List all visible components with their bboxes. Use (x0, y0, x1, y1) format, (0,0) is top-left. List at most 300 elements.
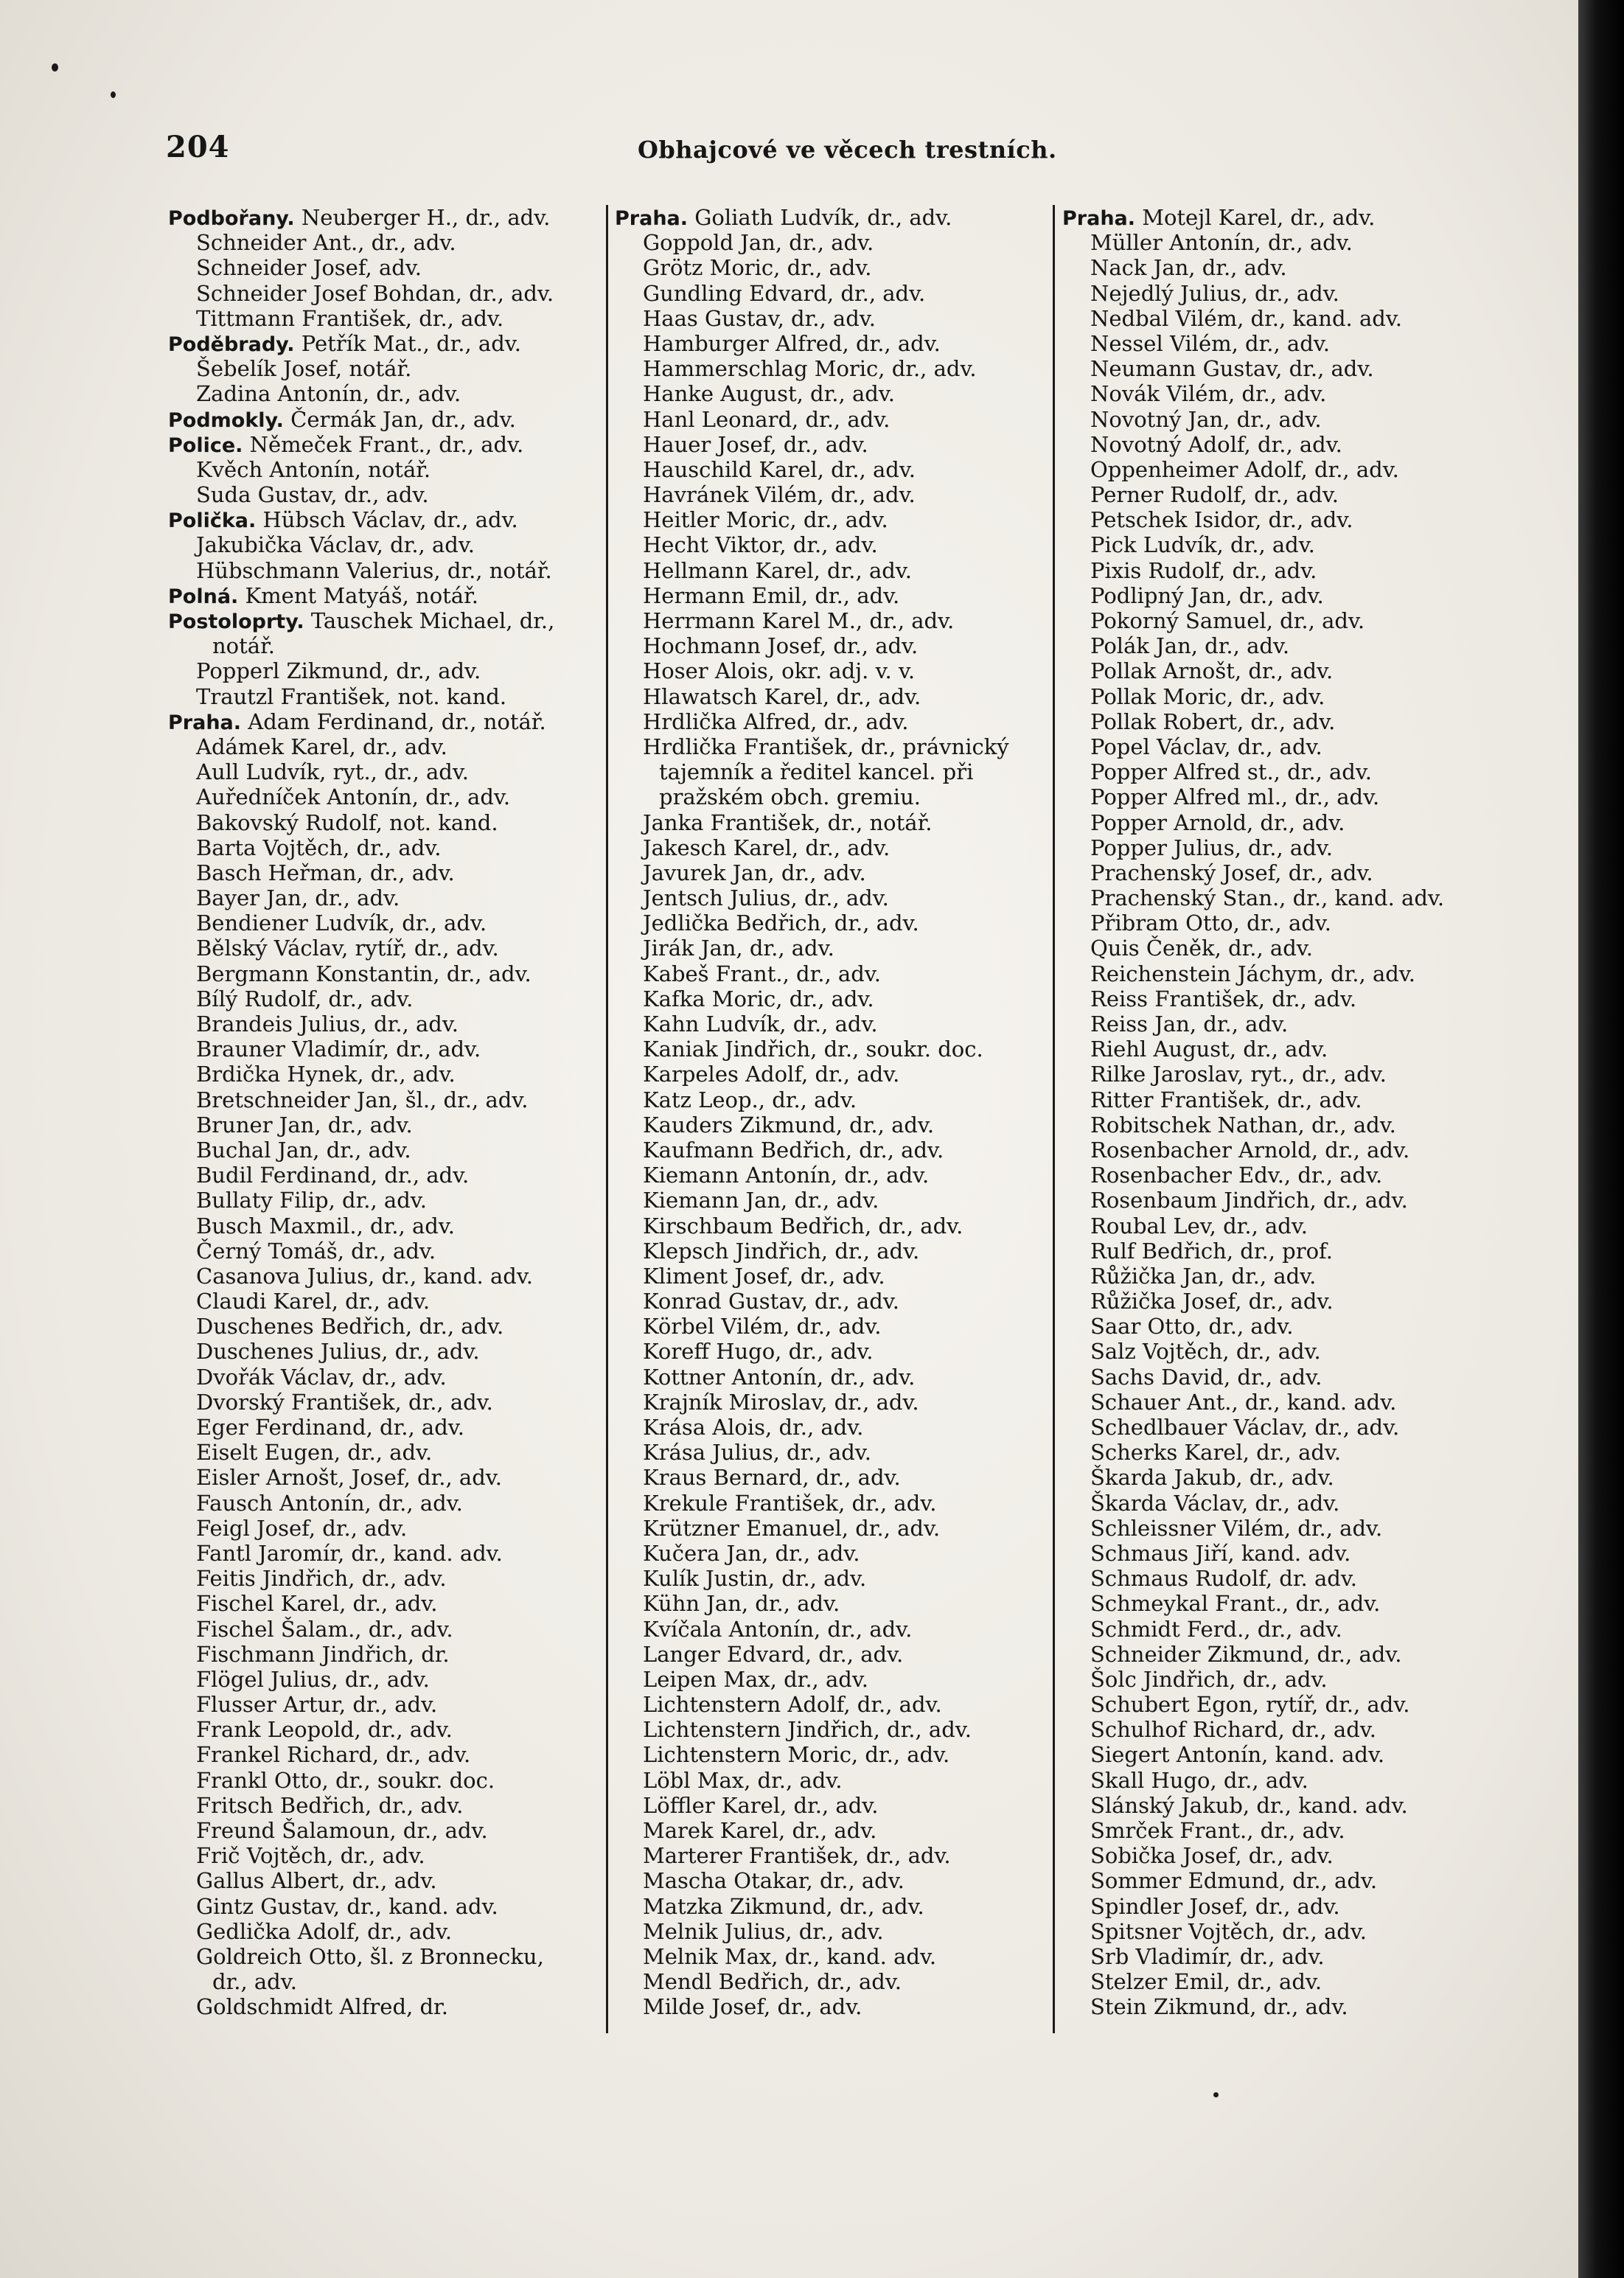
entry-text: Auředníček Antonín, dr., adv. (196, 784, 511, 810)
directory-entry (615, 1213, 1057, 1239)
directory-entry (615, 1062, 1057, 1087)
page-header (166, 130, 1057, 174)
entry-text: Přibram Otto, dr., adv. (1090, 910, 1331, 936)
entry-text: Pollak Moric, dr., adv. (1090, 683, 1325, 709)
entry-text: Melnik Julius, dr., adv. (643, 1918, 884, 1944)
directory-entry (1062, 558, 1505, 583)
entry-text: Quis Čeněk, dr., adv. (1090, 936, 1313, 961)
directory-entry (1062, 910, 1505, 936)
entry-text: Kabeš Frant., dr., adv. (643, 961, 881, 986)
directory-entry (1062, 860, 1505, 885)
directory-entry (1062, 936, 1505, 961)
directory-entry (168, 986, 603, 1011)
entry-text: Barta Vojtěch, dr., adv. (196, 835, 442, 860)
directory-entry (168, 1919, 603, 1944)
entry-text: Buchal Jan, dr., adv. (196, 1137, 411, 1163)
directory-entry (1062, 810, 1505, 835)
directory-entry (168, 784, 603, 809)
directory-entry (1062, 1062, 1505, 1087)
entry-text: Salz Vojtěch, dr., adv. (1090, 1339, 1321, 1365)
entry-text: Eger Ferdinand, dr., adv. (196, 1415, 464, 1440)
entry-text: Lichtenstern Moric, dr., adv. (643, 1742, 950, 1768)
directory-entry (1062, 1768, 1505, 1793)
entry-text: Nack Jan, dr., adv. (1090, 255, 1287, 281)
entry-text: dr., adv. (212, 1969, 297, 1995)
entry-text: Rulf Bedřich, dr., prof. (1090, 1238, 1333, 1264)
entry-text: Matzka Zikmund, dr., adv. (643, 1893, 924, 1919)
entry-text: Sobička Josef, dr., adv. (1090, 1843, 1334, 1869)
entry-text: Nessel Vilém, dr., adv. (1090, 330, 1330, 356)
entry-text: Saar Otto, dr., adv. (1090, 1314, 1294, 1340)
entry-text: Schneider Josef Bohdan, dr., adv. (196, 280, 554, 306)
entry-text: Kvěch Antonín, notář. (196, 456, 431, 482)
place-heading: Police. (168, 433, 243, 457)
directory-entry (1062, 281, 1505, 306)
entry-text: Goliath Ludvík, dr., adv. (694, 205, 952, 230)
directory-entry (615, 532, 1057, 557)
entry-text: Kafka Moric, dr., adv. (643, 986, 874, 1011)
directory-entry (1062, 1289, 1505, 1314)
directory-entry (1062, 1692, 1505, 1717)
directory-entry (168, 759, 603, 784)
entry-text: Schauer Ant., dr., kand. adv. (1090, 1389, 1397, 1415)
entry-text: Fausch Antonín, dr., adv. (196, 1490, 463, 1516)
entry-text: Spitsner Vojtěch, dr., adv. (1090, 1918, 1367, 1944)
entry-text: Jedlička Bedřich, dr., adv. (643, 910, 919, 936)
entry-text: Hübschmann Valerius, dr., notář. (196, 557, 552, 583)
directory-entry (1062, 1112, 1505, 1138)
entry-text: Reiss Jan, dr., adv. (1090, 1011, 1289, 1037)
entry-text: Jentsch Julius, dr., adv. (643, 885, 889, 911)
entry-continuation (168, 633, 603, 658)
entry-text: Milde Josef, dr., adv. (643, 1994, 862, 2020)
directory-entry (615, 1692, 1057, 1717)
entry-text: Hanke August, dr., adv. (643, 381, 895, 407)
entry-text: Schmaus Jiří, kand. adv. (1090, 1540, 1351, 1566)
entry-text: Schneider Josef, adv. (196, 255, 422, 281)
directory-entry (1062, 432, 1505, 457)
entry-text: Čermák Jan, dr., adv. (290, 406, 516, 432)
entry-text: Motejl Karel, dr., adv. (1142, 205, 1376, 230)
entry-text: Pixis Rudolf, dr., adv. (1090, 557, 1317, 583)
directory-entry (168, 1894, 603, 1919)
directory-entry (168, 1239, 603, 1264)
directory-entry (615, 381, 1057, 406)
entry-text: Rosenbacher Arnold, dr., adv. (1090, 1137, 1410, 1163)
entry-text: Löffler Karel, dr., adv. (643, 1792, 879, 1818)
directory-entry (1062, 784, 1505, 809)
directory-entry (1062, 1717, 1505, 1742)
entry-text: Siegert Antonín, kand. adv. (1090, 1742, 1385, 1768)
entry-text: Karpeles Adolf, dr., adv. (643, 1062, 900, 1087)
entry-text: Bělský Václav, rytíř, dr., adv. (196, 936, 499, 961)
entry-text: Fischmann Jindřich, dr. (196, 1641, 450, 1667)
directory-entry (615, 986, 1057, 1011)
entry-text: Duschenes Julius, dr., adv. (196, 1339, 480, 1365)
directory-entry (168, 1087, 603, 1112)
directory-entry (168, 936, 603, 961)
entry-text: Tauschek Michael, dr., (310, 608, 555, 633)
directory-entry (1062, 1011, 1505, 1037)
entry-text: Roubal Lev, dr., adv. (1090, 1213, 1308, 1239)
entry-text: Krekule František, dr., adv. (643, 1490, 937, 1516)
directory-entry (168, 1314, 603, 1339)
directory-entry (615, 1667, 1057, 1692)
place-heading: Poděbrady. (168, 332, 295, 356)
entry-text: Scherks Karel, dr., adv. (1090, 1440, 1342, 1466)
directory-entry (1062, 1087, 1505, 1112)
entry-text: Popper Julius, dr., adv. (1090, 835, 1333, 860)
directory-entry (168, 1011, 603, 1037)
entry-text: Pollak Robert, dr., adv. (1090, 708, 1336, 734)
directory-entry (168, 558, 603, 583)
directory-entry (1062, 1818, 1505, 1843)
directory-entry (1062, 709, 1505, 734)
directory-entry (168, 507, 603, 532)
directory-entry (615, 1440, 1057, 1465)
entry-text: Bretschneider Jan, šl., dr., adv. (196, 1087, 529, 1112)
entry-text: Kauders Zikmund, dr., adv. (643, 1112, 935, 1138)
entry-text: Gintz Gustav, dr., kand. adv. (196, 1893, 498, 1919)
entry-text: Pokorný Samuel, dr., adv. (1090, 608, 1365, 633)
place-heading: Praha. (168, 711, 242, 734)
directory-entry (1062, 1919, 1505, 1944)
directory-entry (168, 583, 603, 608)
entry-text: Körbel Vilém, dr., adv. (643, 1314, 882, 1340)
directory-entry (1062, 1188, 1505, 1213)
directory-entry (615, 1742, 1057, 1767)
entry-text: Růžička Josef, dr., adv. (1090, 1289, 1334, 1314)
entry-text: Rosenbaum Jindřich, dr., adv. (1090, 1188, 1408, 1213)
directory-entry (1062, 331, 1505, 356)
directory-entry (168, 457, 603, 482)
entry-text: tajemník a ředitel kancel. při (659, 759, 974, 785)
directory-entry (615, 860, 1057, 885)
entry-text: Brdička Hynek, dr., adv. (196, 1062, 456, 1087)
directory-entry (168, 860, 603, 885)
directory-entry (615, 1818, 1057, 1843)
directory-entry (615, 1087, 1057, 1112)
directory-entry (615, 281, 1057, 306)
entry-text: Riehl August, dr., adv. (1090, 1037, 1328, 1062)
directory-entry (1062, 255, 1505, 280)
directory-entry (1062, 1793, 1505, 1818)
entry-text: Pollak Arnošt, dr., adv. (1090, 658, 1334, 684)
entry-text: Frankl Otto, dr., soukr. doc. (196, 1767, 495, 1793)
directory-entry (615, 885, 1057, 910)
entry-text: Černý Tomáš, dr., adv. (196, 1238, 436, 1264)
entry-text: Kvíčala Antonín, dr., adv. (643, 1616, 913, 1642)
entry-text: Reichenstein Jáchym, dr., adv. (1090, 961, 1415, 986)
entry-text: Suda Gustav, dr., adv. (196, 482, 429, 508)
directory-entry (615, 205, 1057, 230)
directory-entry (615, 684, 1057, 709)
entry-text: Bergmann Konstantin, dr., adv. (196, 961, 532, 986)
entry-text: Rosenbacher Edv., dr., adv. (1090, 1163, 1383, 1188)
directory-entry (615, 255, 1057, 280)
entry-text: Flögel Julius, dr., adv. (196, 1666, 430, 1692)
entry-text: Gundling Edvard, dr., adv. (643, 280, 926, 306)
directory-entry (1062, 457, 1505, 482)
directory-entry (615, 331, 1057, 356)
directory-entry (615, 1037, 1057, 1062)
directory-entry (1062, 1617, 1505, 1642)
entry-text: Slánský Jakub, dr., kand. adv. (1090, 1792, 1408, 1818)
directory-entry (615, 633, 1057, 658)
ink-speck (52, 63, 58, 72)
directory-entry (168, 381, 603, 406)
place-heading: Praha. (1062, 207, 1136, 230)
entry-text: Trautzl František, not. kand. (196, 683, 507, 709)
entry-text: Dvořák Václav, dr., adv. (196, 1364, 447, 1390)
entry-text: Javurek Jan, dr., adv. (643, 860, 866, 885)
entry-text: Hübsch Václav, dr., adv. (262, 507, 518, 533)
directory-entry (168, 1617, 603, 1642)
entry-text: Adámek Karel, dr., adv. (196, 734, 447, 759)
entry-text: Brandeis Julius, dr., adv. (196, 1011, 459, 1037)
directory-entry (615, 1011, 1057, 1037)
directory-entry (615, 1566, 1057, 1591)
entry-text: Casanova Julius, dr., kand. adv. (196, 1263, 533, 1289)
entry-text: Němeček Frant., dr., adv. (249, 431, 524, 457)
entry-text: Fantl Jaromír, dr., kand. adv. (196, 1540, 503, 1566)
entry-text: Hauschild Karel, dr., adv. (643, 456, 916, 482)
entry-text: Krása Julius, dr., adv. (643, 1440, 871, 1466)
entry-text: Konrad Gustav, dr., adv. (643, 1289, 899, 1314)
directory-entry (168, 734, 603, 759)
entry-text: Lichtenstern Jindřich, dr., adv. (643, 1717, 972, 1743)
directory-entry (168, 281, 603, 306)
directory-entry (615, 407, 1057, 432)
directory-entry (168, 255, 603, 280)
entry-text: Hanl Leonard, dr., adv. (643, 406, 891, 432)
directory-entry (1062, 1994, 1505, 2019)
directory-entry (615, 1239, 1057, 1264)
directory-entry (615, 1163, 1057, 1188)
entry-text: Eisler Arnošt, Josef, dr., adv. (196, 1465, 502, 1491)
entry-text: Hamburger Alfred, dr., adv. (643, 330, 941, 356)
directory-entry (1062, 1491, 1505, 1516)
place-heading: Podbořany. (168, 207, 295, 230)
entry-text: Bendiener Ludvík, dr., adv. (196, 910, 487, 936)
directory-entry (615, 1868, 1057, 1893)
directory-entry (1062, 1541, 1505, 1566)
directory-entry (615, 1465, 1057, 1490)
entry-text: Bruner Jan, dr., adv. (196, 1112, 413, 1138)
directory-entry (1062, 407, 1505, 432)
directory-entry (1062, 356, 1505, 381)
entry-text: Kühn Jan, dr., adv. (643, 1591, 840, 1617)
directory-entry (615, 1541, 1057, 1566)
place-heading: Podmokly. (168, 408, 284, 432)
entry-text: Prachenský Stan., dr., kand. adv. (1090, 885, 1445, 911)
entry-text: Gallus Albert, dr., adv. (196, 1868, 437, 1894)
entry-text: Schneider Zikmund, dr., adv. (1090, 1641, 1402, 1667)
entry-text: Budil Ferdinand, dr., adv. (196, 1163, 470, 1188)
entry-text: Bullaty Filip, dr., adv. (196, 1188, 427, 1213)
entry-text: Fritsch Bedřich, dr., adv. (196, 1792, 464, 1818)
directory-entry (615, 1768, 1057, 1793)
entry-text: Hoser Alois, okr. adj. v. v. (643, 658, 916, 684)
directory-entry (168, 1440, 603, 1465)
directory-entry (1062, 583, 1505, 608)
entry-text: Katz Leop., dr., adv. (643, 1087, 857, 1112)
directory-entry (615, 709, 1057, 734)
entry-text: Pick Ludvík, dr., adv. (1090, 532, 1315, 558)
directory-entry (168, 684, 603, 709)
entry-text: Krajník Miroslav, dr., adv. (643, 1389, 919, 1415)
directory-entry (615, 482, 1057, 507)
entry-text: Smrček Frant., dr., adv. (1090, 1818, 1345, 1843)
page-number: 204 (166, 130, 230, 164)
directory-entry (1062, 482, 1505, 507)
directory-entry (1062, 1868, 1505, 1893)
entry-text: Frič Vojtěch, dr., adv. (196, 1843, 425, 1869)
directory-entry (168, 1037, 603, 1062)
directory-entry (1062, 1138, 1505, 1163)
directory-entry (1062, 961, 1505, 986)
directory-entry (168, 1112, 603, 1138)
directory-column-2 (615, 205, 1057, 2020)
entry-text: Goppold Jan, dr., adv. (643, 230, 874, 256)
entry-text: Kirschbaum Bedřich, dr., adv. (643, 1213, 963, 1239)
entry-text: Prachenský Josef, dr., adv. (1090, 860, 1373, 885)
place-heading: Polička. (168, 509, 257, 533)
entry-text: Hammerschlag Moric, dr., adv. (643, 356, 977, 382)
directory-entry (168, 331, 603, 356)
directory-entry (615, 1365, 1057, 1390)
directory-entry (168, 1465, 603, 1490)
entry-text: Jakesch Karel, dr., adv. (643, 835, 891, 860)
entry-text: Bílý Rudolf, dr., adv. (196, 986, 414, 1011)
directory-entry (168, 1188, 603, 1213)
directory-entry (168, 709, 603, 734)
entry-text: Škarda Václav, dr., adv. (1090, 1490, 1340, 1516)
entry-text: Zadina Antonín, dr., adv. (196, 381, 461, 407)
entry-text: pražském obch. gremiu. (659, 784, 921, 810)
directory-entry (1062, 1415, 1505, 1440)
entry-text: Schubert Egon, rytíř, dr., adv. (1090, 1692, 1410, 1718)
entry-text: Kaufmann Bedřich, dr., adv. (643, 1137, 944, 1163)
entry-text: Leipen Max, dr., adv. (643, 1666, 869, 1692)
directory-entry (615, 306, 1057, 331)
directory-entry (1062, 1239, 1505, 1264)
entry-text: Claudi Karel, dr., adv. (196, 1289, 431, 1314)
directory-entry (168, 1742, 603, 1767)
entry-text: Ritter František, dr., adv. (1090, 1087, 1362, 1112)
entry-text: Perner Rudolf, dr., adv. (1090, 482, 1339, 508)
directory-entry (615, 1289, 1057, 1314)
directory-entry (1062, 230, 1505, 255)
entry-text: Havránek Vilém, dr., adv. (643, 482, 916, 508)
directory-entry (168, 1994, 603, 2019)
directory-entry (1062, 885, 1505, 910)
entry-text: Srb Vladimír, dr., adv. (1090, 1943, 1325, 1969)
directory-entry (1062, 1163, 1505, 1188)
entry-text: Tittmann František, dr., adv. (196, 305, 504, 331)
directory-entry (168, 1642, 603, 1667)
directory-entry (168, 432, 603, 457)
entry-text: Busch Maxmil., dr., adv. (196, 1213, 455, 1239)
ink-speck (1213, 2092, 1219, 2097)
directory-entry (1062, 1566, 1505, 1591)
entry-text: Melnik Max, dr., kand. adv. (643, 1943, 937, 1969)
entry-text: Krützner Emanuel, dr., adv. (643, 1515, 941, 1541)
entry-text: Hermann Emil, dr., adv. (643, 582, 900, 608)
directory-entry (615, 1491, 1057, 1516)
directory-entry (1062, 1894, 1505, 1919)
directory-entry (1062, 1390, 1505, 1415)
entry-text: Kiemann Jan, dr., adv. (643, 1188, 879, 1213)
entry-text: Basch Heřman, dr., adv. (196, 860, 455, 885)
entry-text: Mascha Otakar, dr., adv. (643, 1868, 905, 1894)
entry-text: Freund Šalamoun, dr., adv. (196, 1818, 488, 1843)
directory-entry (168, 1390, 603, 1415)
running-title: Obhajcové ve věcech trestních. (638, 136, 1057, 164)
entry-text: Kaniak Jindřich, dr., soukr. doc. (643, 1037, 983, 1062)
directory-entry (1062, 1365, 1505, 1390)
entry-text: Popper Alfred st., dr., adv. (1090, 759, 1373, 785)
directory-entry (615, 230, 1057, 255)
entry-text: Gedlička Adolf, dr., adv. (196, 1918, 453, 1944)
entry-text: Jakubička Václav, dr., adv. (196, 532, 475, 558)
directory-entry (168, 1289, 603, 1314)
page-edge-shadow (1578, 0, 1624, 2278)
directory-entry (168, 1339, 603, 1364)
entry-text: Kottner Antonín, dr., adv. (643, 1364, 916, 1390)
entry-text: Schleissner Vilém, dr., adv. (1090, 1515, 1383, 1541)
entry-text: Dvorský František, dr., adv. (196, 1389, 493, 1415)
entry-text: Langer Edvard, dr., adv. (643, 1641, 904, 1667)
directory-entry (615, 734, 1057, 759)
directory-entry (615, 432, 1057, 457)
directory-entry (1062, 507, 1505, 532)
directory-entry (168, 1062, 603, 1087)
directory-entry (168, 1138, 603, 1163)
directory-entry (168, 407, 603, 432)
entry-text: Kliment Josef, dr., adv. (643, 1263, 885, 1289)
entry-text: Stelzer Emil, dr., adv. (1090, 1969, 1322, 1995)
entry-text: Popel Václav, dr., adv. (1090, 734, 1322, 759)
entry-text: Hecht Viktor, dr., adv. (643, 532, 878, 558)
entry-text: Novotný Jan, dr., adv. (1090, 406, 1322, 432)
directory-entry (168, 608, 603, 633)
entry-text: Schmaus Rudolf, dr. adv. (1090, 1566, 1357, 1592)
entry-text: Popper Arnold, dr., adv. (1090, 809, 1345, 835)
directory-entry (1062, 684, 1505, 709)
directory-entry (168, 1541, 603, 1566)
entry-text: Růžička Jan, dr., adv. (1090, 1263, 1317, 1289)
directory-entry (168, 1264, 603, 1289)
directory-entry (615, 457, 1057, 482)
directory-entry (615, 583, 1057, 608)
directory-entry (1062, 381, 1505, 406)
directory-entry (1062, 306, 1505, 331)
entry-text: Schneider Ant., dr., adv. (196, 230, 456, 256)
directory-entry (168, 810, 603, 835)
directory-entry (168, 230, 603, 255)
directory-entry (615, 1969, 1057, 1994)
entry-text: Jirák Jan, dr., adv. (643, 936, 834, 961)
entry-text: Hochmann Josef, dr., adv. (643, 633, 919, 659)
entry-text: Popperl Zikmund, dr., adv. (196, 658, 481, 684)
entry-text: Novák Vilém, dr., adv. (1090, 381, 1327, 407)
directory-entry (1062, 532, 1505, 557)
directory-entry (615, 961, 1057, 986)
directory-entry (615, 1894, 1057, 1919)
directory-entry (1062, 1440, 1505, 1465)
directory-entry (615, 1617, 1057, 1642)
